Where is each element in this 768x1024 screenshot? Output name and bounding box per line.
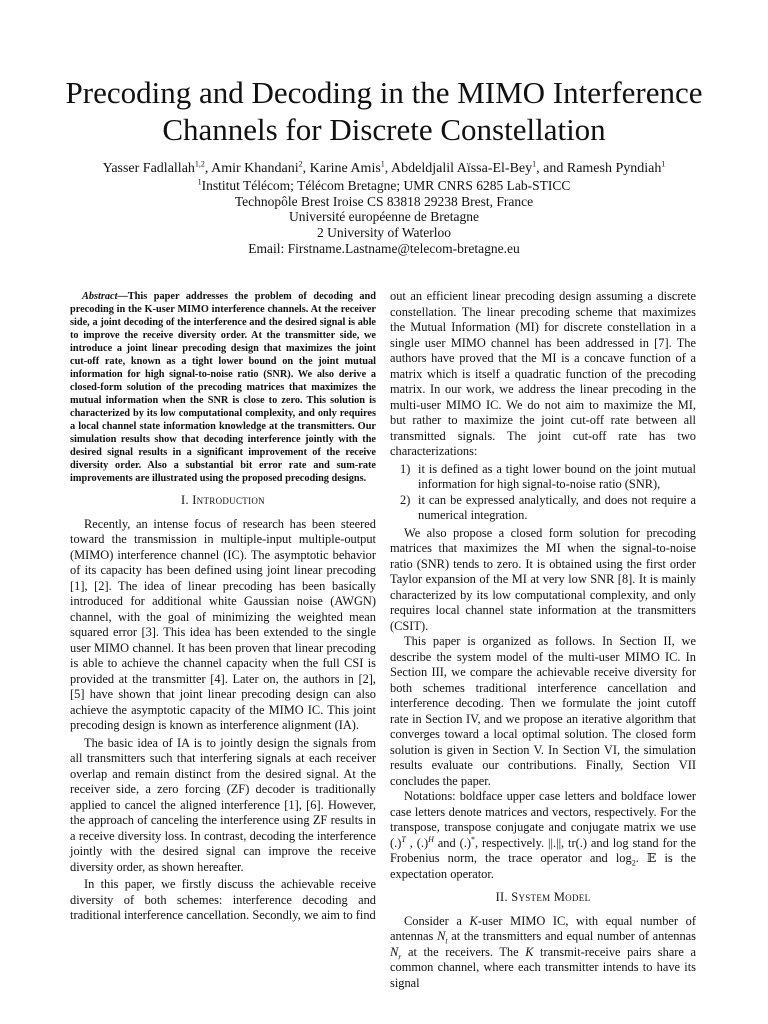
section-heading-introduction bbox=[70, 493, 376, 509]
notations-paragraph: Notations: boldface upper case letters and boldface lower case letters denote matrices and vectors, respectively. For the transpose, transpose conjugate and conjugate matrix we use (.)$^T$ , (.)$^H$ and (.)*, respectively. ||.||, tr(.) and log stand for the Frobenius norm, the trace operator and $\log_2$. 𝔼 is the expectation operator. bbox=[390, 789, 697, 881]
list-item: 1) it is defined as a tight lower bound on the joint mutual information for high signal-to-noise ratio (SNR), bbox=[400, 461, 696, 491]
intro-paragraph-1: Recently, an intense focus of research has been steered toward the transmission in multiple-input multiple-output (MIMO) interference channel (IC). The asymptotic behavior of its capacity has been defined using joint linear precoding [1], [2]. The idea of linear precoding has been basically introduced for additional white Gaussian noise (AWGN) channel, with the goal of minimizing the weighted mean squared error [3]. This idea has been extended to the single user MIMO channel. It has been proven that linear precoding is able to achieve the channel capacity when the full CSI is provided at the transmitter [4]. Later on, the authors in [2], [5] have shown that joint linear precoding design can also achieve the asymptotic capacity of the MIMO IC. This joint precoding design is known as interference alignment (IA). bbox=[70, 516, 376, 732]
section-number: I. bbox=[181, 493, 189, 507]
abstract-label: Abstract bbox=[82, 291, 118, 302]
intro-paragraph-3: In this paper, we firstly discuss the achievable receive diversity of both schemes: interference decoding and traditional interference cancellation. Secondly, we aim to find bbox=[70, 877, 376, 922]
continuation-paragraph: out an efficient linear precoding design assuming a discrete constellation. The linear precoding scheme that maximizes the Mutual Information (MI) for discrete constellation in a single user MIMO channel has been addressed in [7]. The authors have proved that the MI is a concave function of a matrix which is itself a quadratic function of the precoding matrix. In our work, we address the linear precoding in the multi-user MIMO IC. We do not aim to maximize the MI, but rather to maximize the joint cut-off rate between all transmitted signals. The joint cut-off rate has two characterizations: bbox=[390, 289, 696, 458]
email-line: Email: Firstname.Lastname@telecom-bretagne.eu bbox=[248, 240, 520, 256]
abstract-text: —This paper addresses the problem of decoding and precoding in the K-user MIMO interference channels. At the receiver side, a joint decoding of the interference and the desired signal is able to improve the receive diversity order. At the transmitter side, we introduce a joint linear precoding design that maximizes the joint cut-off rate, known as a tight lower bound on the joint mutual information for high signal-to-noise ratio (SNR). We also derive a closed-form solution of the precoding matrices that maximizes the mutual information when the SNR is close to zero. This solution is characterized by its low computational complexity, and only requires a local channel state information knowledge at the transmitters. Our simulation results show that decoding interference jointly with the desired signal results in a significant improvement of the receive diversity order. Also a substantial bit error rate and sum-rate improvements are illustrated using the proposed precoding designs. bbox=[70, 291, 376, 484]
affiliation-2: 2 University of Waterloo bbox=[316, 225, 451, 241]
organization-paragraph: This paper is organized as follows. In Section II, we describe the system model of the multi-user MIMO IC. In Section III, we compare the achievable receive diversity for both schemes traditional interference cancellation and interference decoding. Then we formulate the joint cutoff rate in Section IV, and we propose an iterative algorithm that converges toward a local optimal solution. The closed form solution is given in Section V. In Section VI, the simulation results evaluate our contributions. Finally, Section VII concludes the paper. bbox=[390, 634, 696, 788]
author-block bbox=[40, 161, 728, 257]
section-title: System Model bbox=[511, 890, 591, 904]
section-number: II. bbox=[495, 890, 508, 904]
affiliation-1-university: Université européenne de Bretagne bbox=[288, 209, 480, 225]
list-item: 2) it can be expressed analytically, and does not require a numerical integration. bbox=[400, 492, 696, 522]
author-names: Yasser Fadlallah$^{1,2}$, Amir Khandani$^2$, Karine Amis$^1$, Abdeldjalil Aïssa-El-Bey$^1$, and Ramesh Pyndiah$^1$ bbox=[102, 159, 666, 176]
left-column bbox=[70, 290, 376, 924]
closed-form-paragraph: We also propose a closed form solution for precoding matrices that maximizes the MI when the signal-to-noise ratio (SNR) tends to zero. It is obtained using the first order Taylor expansion of the MI at very low SNR [8]. It is mainly characterized by its low computational complexity, and only requires local channel state information at the transmitters (CSIT). bbox=[390, 525, 696, 633]
system-model-paragraph: Consider a K-user MIMO IC, with equal number of antennas $N_t$ at the transmitters and equal number of antennas $N_r$ at the receivers. The K transmit-receive pairs share a common channel, where each transmitter intends to have its signal bbox=[390, 913, 696, 990]
affiliation-1: $^1$Institut Télécom; Télécom Bretagne; UMR CNRS 6285 Lab-STICC bbox=[197, 177, 571, 193]
abstract bbox=[70, 290, 376, 485]
affiliation-1-address: Technopôle Brest Iroise CS 83818 29238 Brest, France bbox=[234, 193, 534, 209]
section-heading-system-model bbox=[390, 890, 696, 906]
section-title: Introduction bbox=[192, 493, 265, 507]
intro-paragraph-2: The basic idea of IA is to jointly design the signals from all transmitters such that interfering signals at each receiver overlap and remain distinct from the desired signal. At the receiver side, a zero forcing (ZF) decoder is traditionally applied to cancel the aligned interference [1], [6]. However, the approach of canceling the interference using ZF results in a receive diversity loss. In contrast, decoding the interference jointly with the desired signal can improve the receive diversity order, as shown hereafter. bbox=[70, 735, 376, 874]
characterization-list bbox=[390, 462, 696, 524]
paper-title: Precoding and Decoding in the MIMO Interference Channels for Discrete Constellation bbox=[65, 75, 703, 147]
right-column bbox=[390, 289, 696, 991]
